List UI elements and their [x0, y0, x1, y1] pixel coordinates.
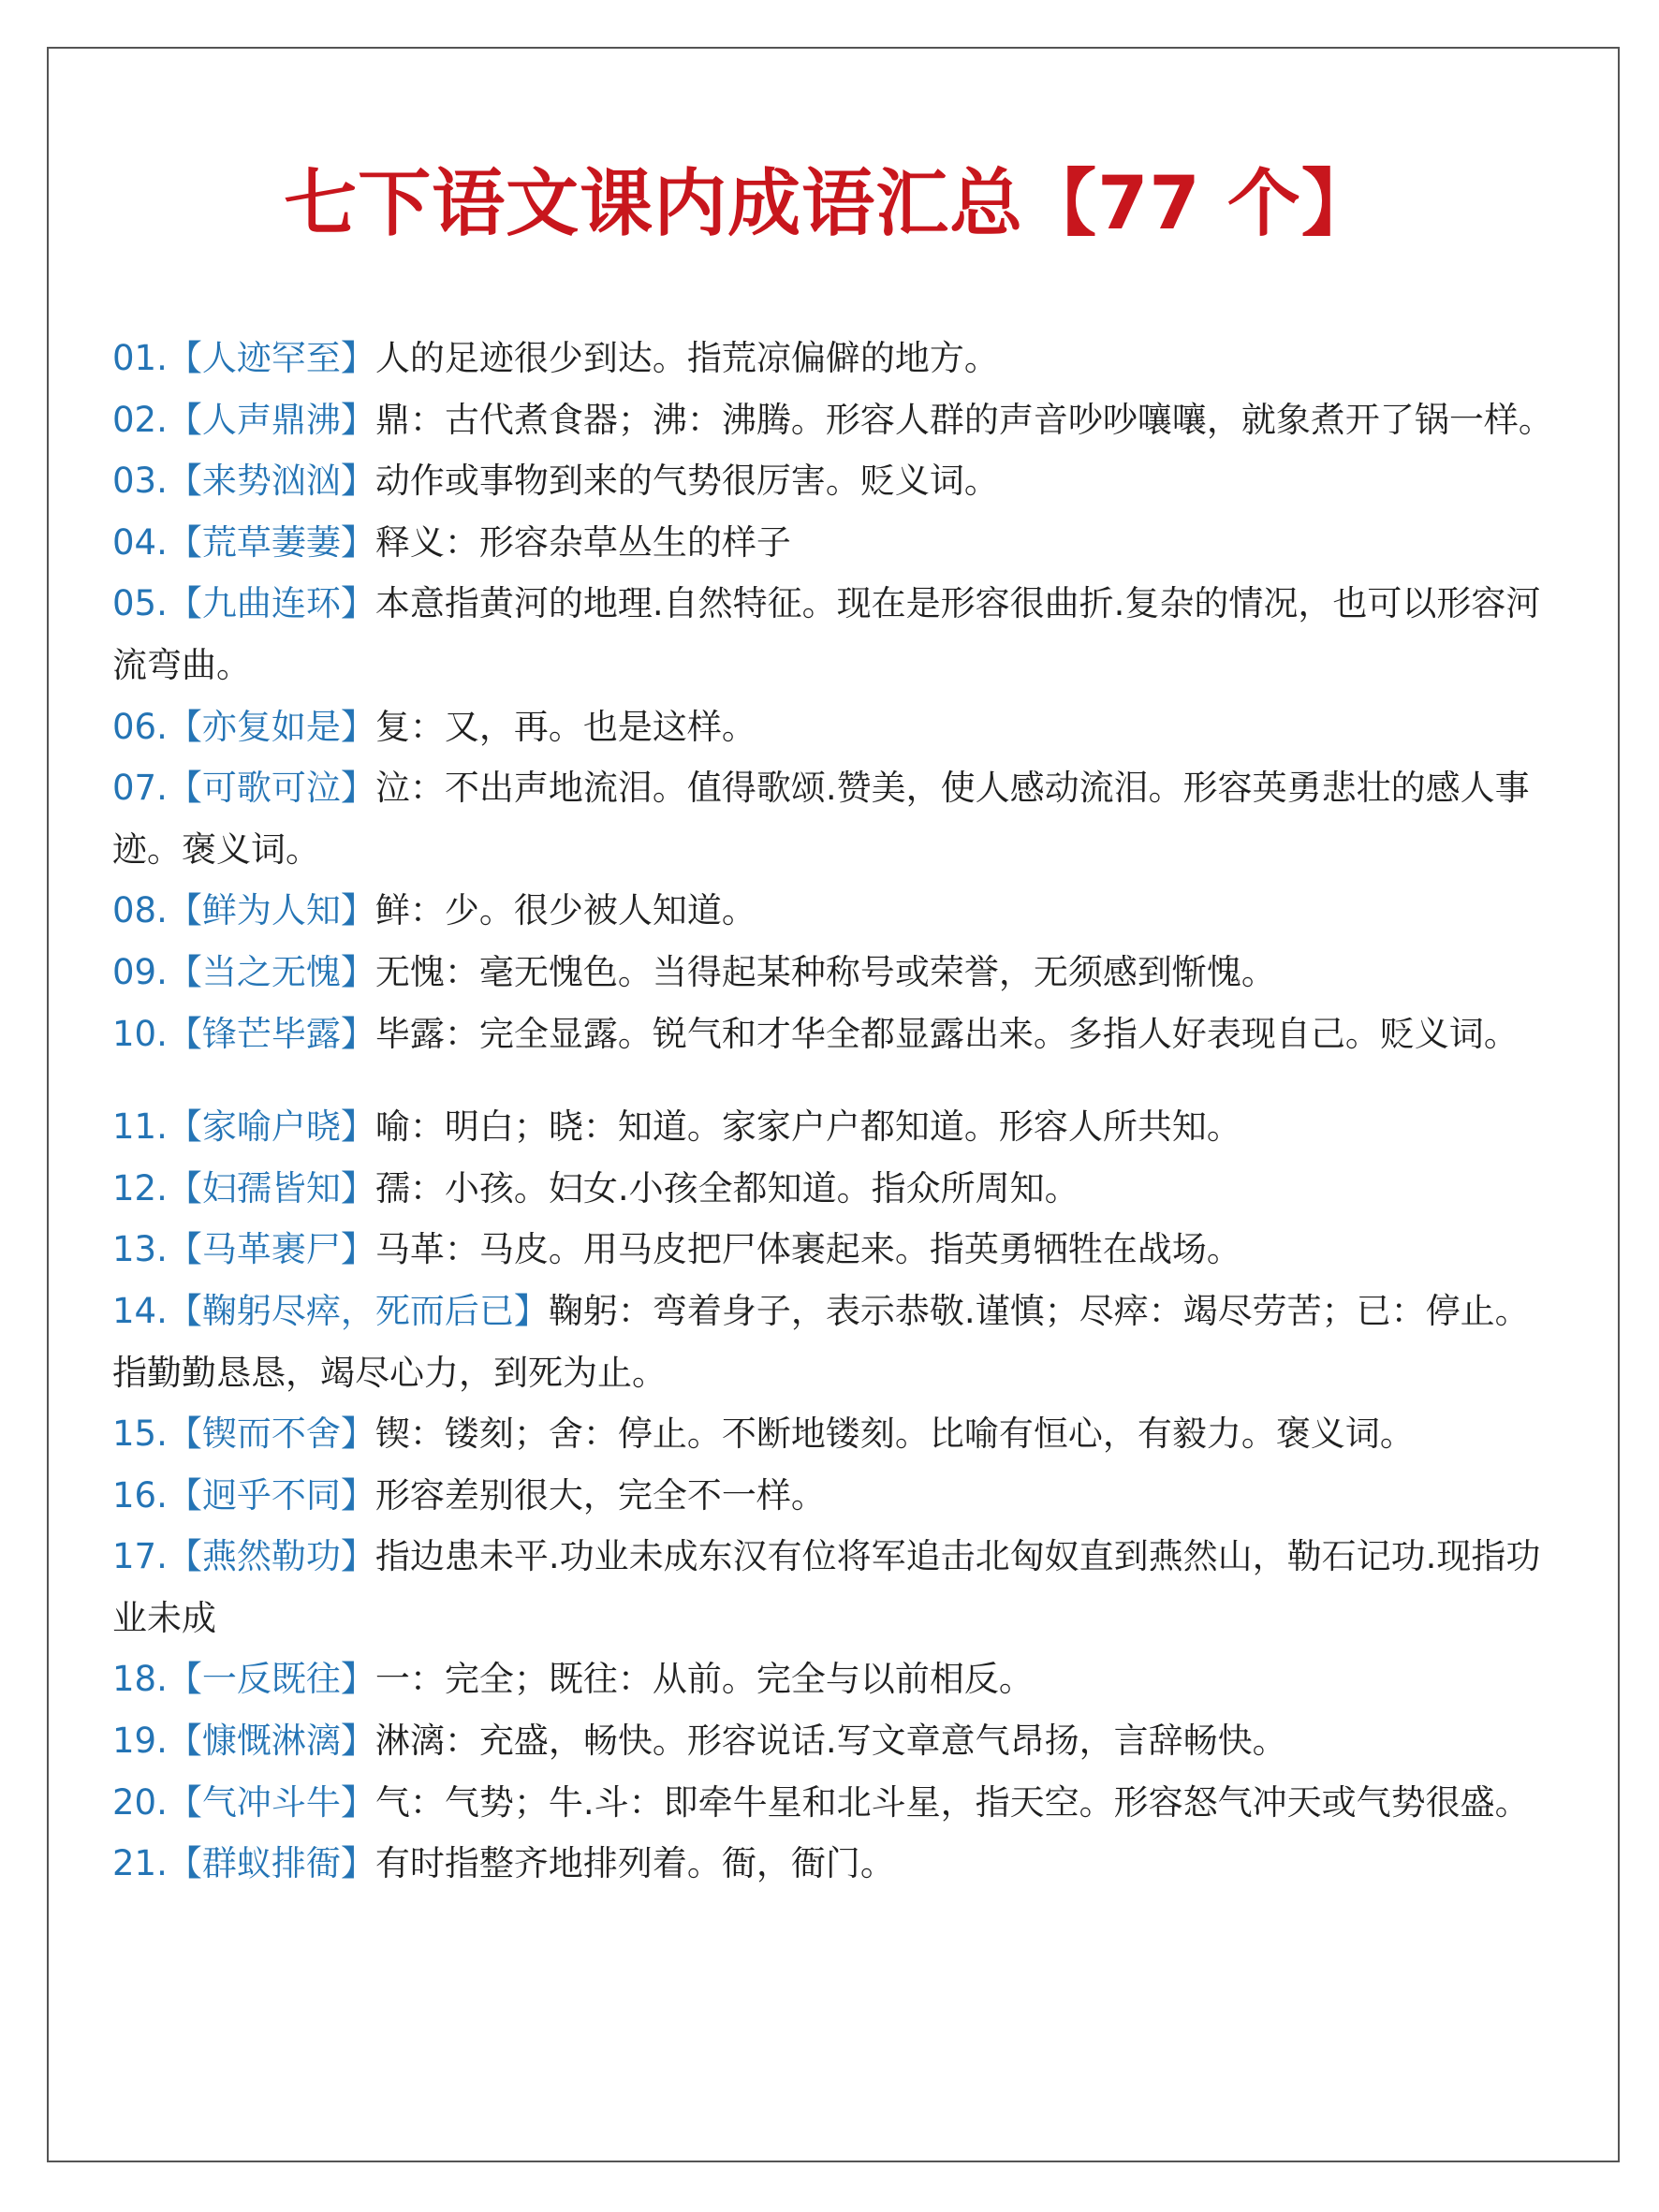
entry-number: 07.	[112, 768, 168, 809]
idiom-definition: 锲：镂刻；舍：停止。不断地镂刻。比喻有恒心，有毅力。褒义词。	[374, 1414, 1415, 1455]
entry-number: 21.	[112, 1843, 168, 1884]
list-item	[112, 1648, 1559, 1710]
idiom-definition: 释义：形容杂草丛生的样子	[374, 521, 791, 563]
entry-number: 06.	[112, 706, 168, 747]
idiom-definition: 无愧：毫无愧色。当得起某种称号或荣誉，无须感到惭愧。	[374, 951, 1276, 992]
entry-number: 01.	[112, 338, 168, 378]
idiom-definition: 孺：小孩。妇女.小孩全都知道。指众所周知。	[374, 1167, 1079, 1209]
list-item	[112, 1281, 1559, 1403]
idiom-definition: 人的足迹很少到达。指荒凉偏僻的地方。	[374, 338, 999, 378]
entry-number: 12.	[112, 1167, 168, 1209]
list-item	[112, 1465, 1559, 1527]
idiom-definition: 泣：不出声地流泪。值得歌颂.赞美，使人感动流泪。形容英勇悲壮的感人事迹。褒义词。	[112, 768, 1530, 870]
idiom-term: 【当之无愧】	[167, 951, 375, 992]
idiom-definition: 一：完全；既往：从前。完全与以前相反。	[374, 1659, 1034, 1700]
entry-number: 03.	[112, 461, 168, 502]
idiom-term: 【来势汹汹】	[167, 461, 375, 502]
idiom-term: 【人声鼎沸】	[167, 399, 375, 440]
idiom-definition: 本意指黄河的地理.自然特征。现在是形容很曲折.复杂的情况，也可以形容河流弯曲。	[112, 583, 1541, 685]
entry-number: 11.	[112, 1106, 168, 1148]
idiom-term: 【群蚁排衙】	[167, 1843, 375, 1884]
list-item	[112, 1710, 1559, 1772]
list-item	[112, 1158, 1559, 1220]
idiom-term: 【一反既往】	[167, 1659, 375, 1700]
idiom-term: 【气冲斗牛】	[167, 1781, 375, 1823]
list-item	[112, 512, 1559, 574]
list-item	[112, 696, 1559, 758]
idiom-term: 【锋芒毕露】	[167, 1013, 375, 1054]
list-item	[112, 1772, 1559, 1834]
list-item	[112, 757, 1559, 880]
entry-number: 05.	[112, 583, 168, 624]
entry-number: 15.	[112, 1414, 168, 1455]
idiom-term: 【家喻户晓】	[167, 1106, 375, 1148]
idiom-definition: 气：气势；牛.斗：即牵牛星和北斗星，指天空。形容怒气冲天或气势很盛。	[374, 1781, 1530, 1823]
idiom-definition: 有时指整齐地排列着。衙，衙门。	[374, 1843, 895, 1884]
idiom-term: 【马革裹尸】	[167, 1229, 375, 1270]
list-item	[112, 389, 1559, 451]
entry-number: 16.	[112, 1474, 168, 1516]
list-item	[112, 450, 1559, 512]
entry-number: 08.	[112, 890, 168, 931]
idiom-definition: 喻：明白；晓：知道。家家户户都知道。形容人所共知。	[374, 1106, 1241, 1148]
idiom-term: 【亦复如是】	[167, 706, 375, 747]
entry-number: 20.	[112, 1781, 168, 1823]
idiom-list	[112, 328, 1559, 1895]
idiom-definition: 动作或事物到来的气势很厉害。贬义词。	[374, 461, 999, 502]
idiom-term: 【锲而不舍】	[167, 1414, 375, 1455]
idiom-definition: 毕露：完全显露。锐气和才华全都显露出来。多指人好表现自己。贬义词。	[374, 1013, 1519, 1054]
idiom-term: 【燕然勒功】	[167, 1536, 375, 1577]
list-item	[112, 1096, 1559, 1158]
idiom-term: 【九曲连环】	[167, 583, 375, 624]
entry-number: 14.	[112, 1290, 168, 1331]
idiom-definition: 鲜：少。很少被人知道。	[374, 890, 756, 931]
entry-number: 13.	[112, 1229, 168, 1270]
list-item	[112, 1403, 1559, 1465]
list-item	[112, 328, 1559, 389]
idiom-term: 【迥乎不同】	[167, 1474, 375, 1516]
list-item	[112, 1219, 1559, 1281]
idiom-definition: 鼎：古代煮食器；沸：沸腾。形容人群的声音吵吵嚷嚷，就象煮开了锅一样。	[374, 399, 1553, 440]
idiom-term: 【鞠躬尽瘁，死而后已】	[167, 1290, 549, 1331]
entry-number: 02.	[112, 399, 168, 440]
idiom-term: 【可歌可泣】	[167, 768, 375, 809]
idiom-definition: 淋漓：充盛，畅快。形容说话.写文章意气昂扬，言辞畅快。	[374, 1721, 1287, 1762]
idiom-term: 【妇孺皆知】	[167, 1167, 375, 1209]
idiom-term: 【人迹罕至】	[167, 338, 375, 378]
idiom-definition: 复：又，再。也是这样。	[374, 706, 756, 747]
entry-number: 19.	[112, 1721, 168, 1762]
list-item	[112, 942, 1559, 1003]
idiom-term: 【慷慨淋漓】	[167, 1721, 375, 1762]
idiom-definition: 形容差别很大，完全不一样。	[374, 1474, 826, 1516]
page-title: 七下语文课内成语汇总【77 个】	[284, 162, 1375, 246]
list-item	[112, 1833, 1559, 1895]
idiom-definition: 鞠躬：弯着身子，表示恭敬.谨慎；尽瘁：竭尽劳苦；已：停止。指勤勤恳恳，竭尽心力，到死为止。	[112, 1290, 1530, 1393]
entry-number: 18.	[112, 1659, 168, 1700]
entry-number: 10.	[112, 1013, 168, 1054]
entry-number: 17.	[112, 1536, 168, 1577]
list-item	[112, 573, 1559, 696]
idiom-term: 【鲜为人知】	[167, 890, 375, 931]
idiom-definition: 马革：马皮。用马皮把尸体裹起来。指英勇牺牲在战场。	[374, 1229, 1241, 1270]
list-item	[112, 1526, 1559, 1648]
list-item	[112, 880, 1559, 942]
entry-number: 09.	[112, 951, 168, 992]
list-item	[112, 1003, 1559, 1065]
idiom-definition: 指边患未平.功业未成东汉有位将军追击北匈奴直到燕然山，勒石记功.现指功业未成	[112, 1536, 1541, 1638]
entry-number: 04.	[112, 521, 168, 563]
idiom-term: 【荒草萋萋】	[167, 521, 375, 563]
